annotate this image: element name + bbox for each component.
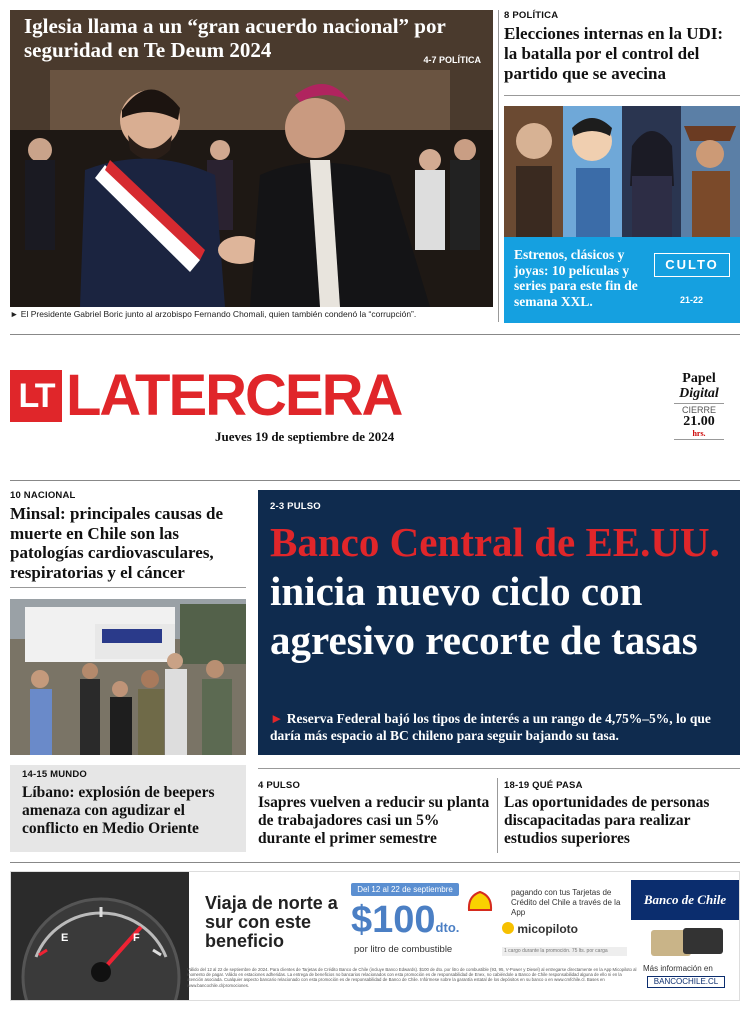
ad-app: micopiloto — [502, 922, 578, 936]
discapacitadas-kicker: 18-19 QUÉ PASA — [504, 780, 583, 791]
edition-date: Jueves 19 de septiembre de 2024 — [215, 429, 395, 444]
divider — [10, 587, 246, 588]
bc-headline-white: inicia nuevo ciclo con agresivo recorte de tasas — [270, 568, 698, 663]
top-story-caption: ► El Presidente Gabriel Boric junto al arzobispo Fernando Chomali, quien también condenó la “corrupción”. — [10, 309, 417, 319]
micopiloto-icon — [502, 922, 514, 934]
fuel-gauge-icon — [11, 872, 189, 1000]
column-divider — [497, 778, 498, 853]
papel-label: Papel — [682, 371, 716, 386]
ad-pagando: pagando con tus Tarjetas de Crédito del Chile a través de la App — [511, 888, 621, 917]
section-divider — [10, 480, 740, 481]
discapacitadas-headline[interactable]: Las oportunidades de personas discapacitadas para realizar estudios superiores — [504, 794, 710, 847]
ad-headline: Viaja de norte a sur con este beneficio — [205, 893, 338, 951]
credit-cards-icon — [649, 926, 725, 958]
ad-small-print: Válido del 12 al 22 de septiembre de 2024. Para clientes de Tarjetas de Crédito Banco de Chile (incluye Banco Edwards). $100 de dto. por litro de combustible (93, 95, V-Power y Diesel) al entregarse directamente en la App Micopiloto al momento de pagar. Válido en estaciones adheridas. La entrega de beneficios no bancarios relacionados con esta promoción es de responsabilidad de Enex, no cabiéndole a Banco de Chile responsabilidad alguna de ello ni en la atención asociada. Cualquier aspecto bancario relacionado con esta promoción es de responsabilidad de Banco de Chile. Infórmese sobre la garantía estatal de los depósitos en su banco o en www.cmfchile.cl. Bases en www.bancochile.cl/promociones. — [187, 967, 637, 988]
banco-chile-ad[interactable] — [10, 871, 740, 1001]
culto-text: Estrenos, clásicos y joyas: 10 películas y series para este fin de semana XXL. — [514, 247, 638, 309]
bc-headline-red: Banco Central de EE.UU. — [270, 519, 720, 565]
libano-kicker: 14-15 MUNDO — [22, 769, 88, 780]
top-story-photo[interactable] — [10, 10, 493, 307]
isapres-kicker: 4 PULSO — [258, 780, 301, 791]
top-story-headline[interactable]: Iglesia llama a un “gran acuerdo nacional” por seguridad en Te Deum 2024 — [24, 14, 446, 62]
culto-pages: 21-22 — [680, 295, 704, 305]
minsal-kicker: 10 NACIONAL — [10, 490, 76, 501]
bc-kicker: 2-3 PULSO — [270, 501, 321, 512]
udi-headline[interactable]: Elecciones internas en la UDI: la batalla por el control del partido que se avecina — [504, 24, 724, 83]
bc-dek: ► Reserva Federal bajó los tipos de interés a un rango de 4,75%–5%, lo que daría más espacio al BC chileno para seguir bajando su tasa. — [270, 711, 711, 743]
fuel-gauge-image — [11, 872, 189, 1000]
ad-more-info: Más información en — [643, 964, 713, 973]
papel-digital-badge[interactable] — [674, 371, 724, 440]
libano-box[interactable] — [10, 765, 246, 852]
culto-box[interactable] — [504, 237, 740, 323]
culto-photo[interactable] — [504, 106, 740, 237]
ad-note: 1 cargo durante la promoción. 75 lts. por carga — [502, 947, 627, 956]
ad-site-link[interactable]: BANCOCHILE.CL — [647, 976, 725, 988]
culto-logo: CULTO — [654, 253, 730, 277]
cierre-time: 21.00 — [683, 414, 715, 429]
caption-arrow-icon: ► — [10, 309, 21, 319]
culto-collage-image — [504, 106, 740, 237]
minsal-headline[interactable]: Minsal: principales causas de muerte en Chile son las patologías cardiovasculares, respiratorias y el cáncer — [10, 504, 223, 582]
ad-per-litre: por litro de combustible — [354, 944, 453, 955]
libano-photo[interactable] — [10, 599, 246, 755]
dek-arrow-icon: ► — [270, 711, 287, 726]
divider — [258, 768, 740, 769]
udi-kicker: 8 POLÍTICA — [504, 10, 559, 21]
shell-logo-icon — [467, 890, 493, 914]
digital-label: Digital — [679, 386, 719, 401]
divider — [504, 95, 740, 96]
logo-lt-mark[interactable]: LT — [10, 370, 62, 422]
isapres-headline[interactable]: Isapres vuelven a reducir su planta de trabajadores casi un 5% durante el primer semestre — [258, 794, 490, 847]
cierre-unit: hrs. — [674, 429, 724, 440]
gauge-full-label: F — [133, 932, 140, 944]
gauge-empty-label: E — [61, 932, 69, 944]
section-divider — [10, 334, 740, 335]
banco-central-story[interactable] — [258, 490, 740, 755]
libano-headline: Líbano: explosión de beepers amenaza con agudizar el conflicto en Medio Oriente — [22, 784, 215, 837]
banco-de-chile-logo: Banco de Chile — [631, 880, 739, 920]
cierre-label: CIERRE — [674, 403, 724, 415]
logo-wordmark[interactable]: LATERCERA — [66, 363, 402, 428]
section-divider — [10, 862, 740, 863]
libano-image — [10, 599, 246, 755]
ad-amount: $100dto. — [351, 899, 460, 941]
column-divider — [498, 10, 499, 322]
top-story-tag: 4-7 POLÍTICA — [423, 55, 481, 65]
bc-headline — [270, 518, 740, 665]
ad-dates: Del 12 al 22 de septiembre — [351, 883, 459, 896]
